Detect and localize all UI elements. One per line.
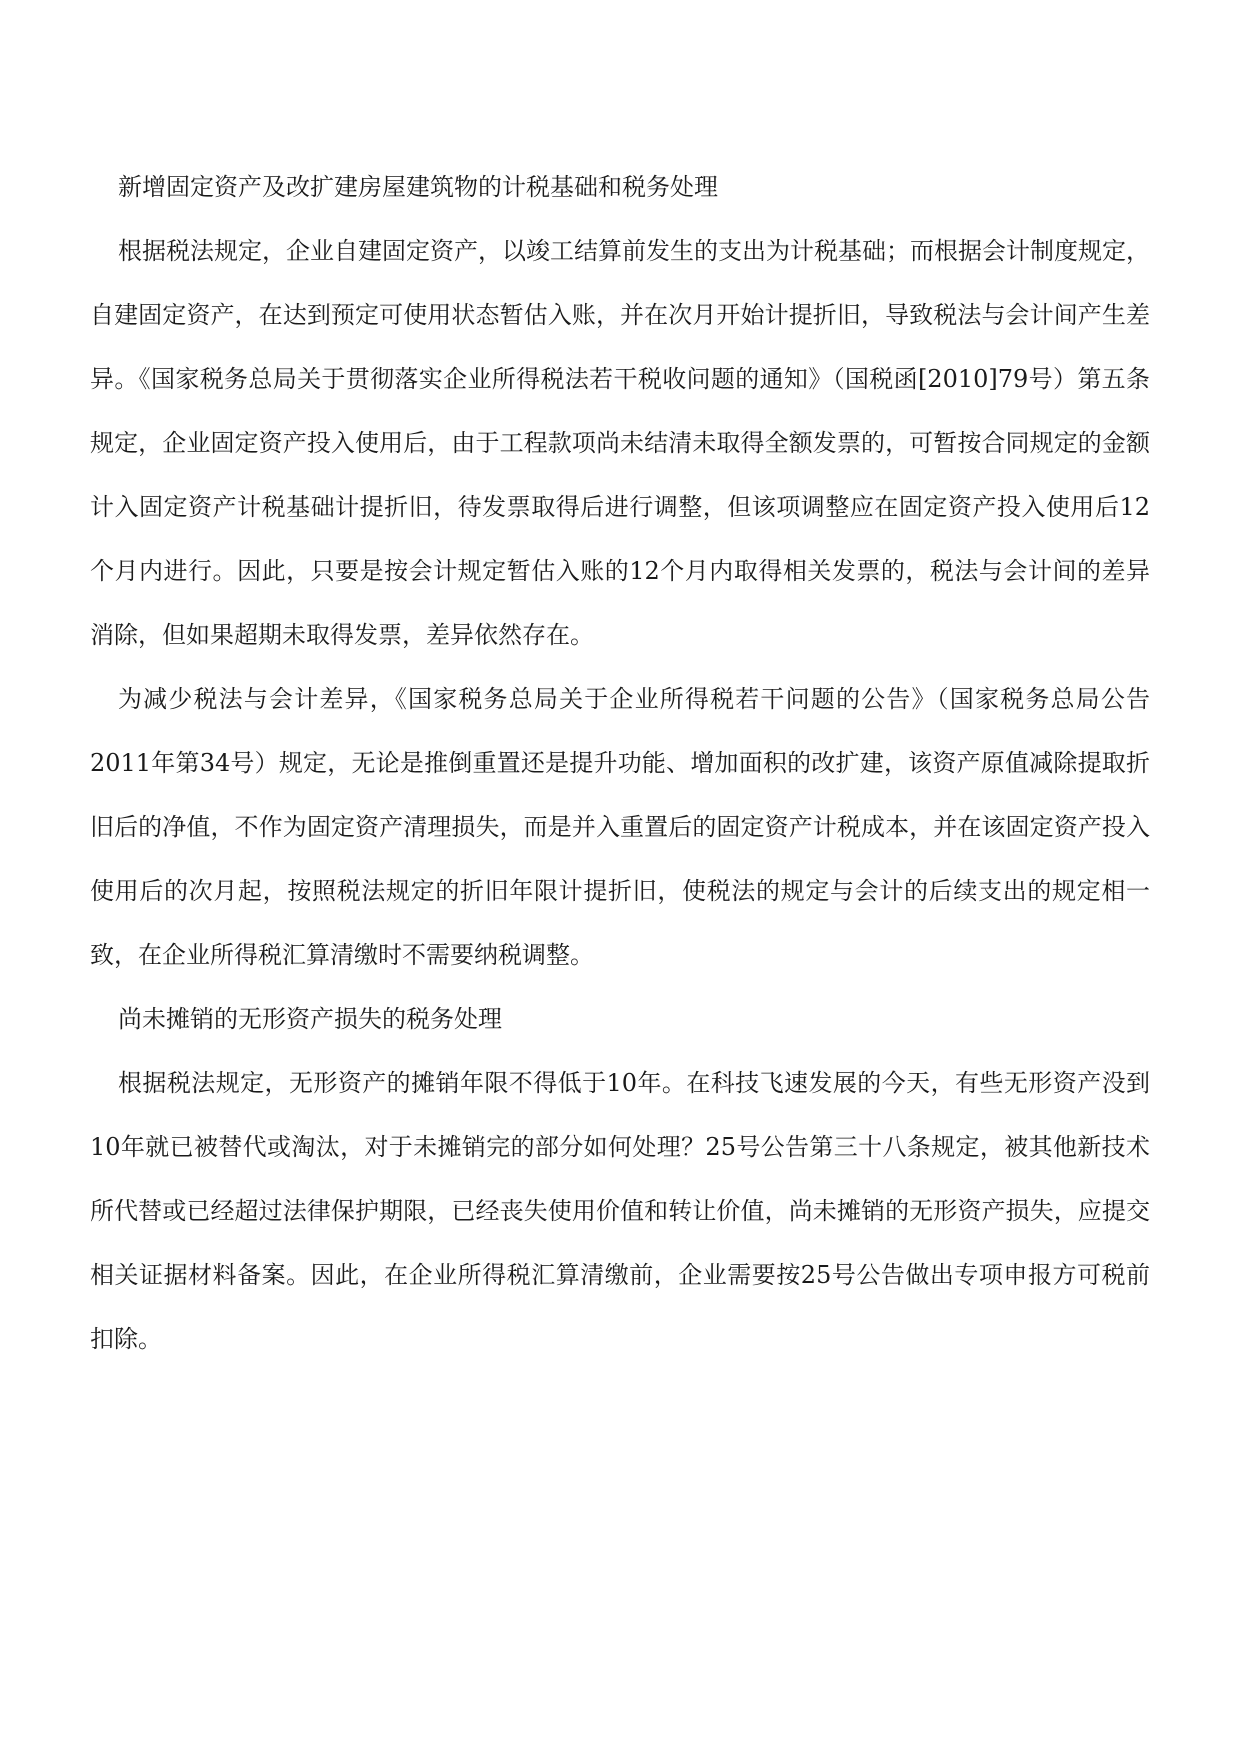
section-heading-intangible-assets: 尚未摊销的无形资产损失的税务处理 — [118, 1005, 502, 1033]
paragraph-self-built-assets: 根据税法规定，企业自建固定资产，以竣工结算前发生的支出为计税基础；而根据会计制度规定，自建固定资产，在达到预定可使用状态暂估入账，并在次月开始计提折旧，导致税法与会计间产生差异。《国家税务总局关于贯彻落实企业所得税法若干税收问题的通知》（国税函[2010]79号）第五条规定，企业固定资产投入使用后，由于工程款项尚未结清未取得全额发票的，可暂按合同规定的金额计入固定资产计税基础计提折旧，待发票取得后进行调整，但该项调整应在固定资产投入使用后12个月内进行。因此，只要是按会计规定暂估入账的12个月内取得相关发票的，税法与会计间的差异消除，但如果超期未取得发票，差异依然存在。 — [90, 237, 1150, 649]
document-body — [90, 155, 1150, 1371]
paragraph-intangible-amortization: 根据税法规定，无形资产的摊销年限不得低于10年。在科技飞速发展的今天，有些无形资产没到10年就已被替代或淘汰，对于未摊销完的部分如何处理？25号公告第三十八条规定，被其他新技术所代替或已经超过法律保护期限，已经丧失使用价值和转让价值，尚未摊销的无形资产损失，应提交相关证据材料备案。因此，在企业所得税汇算清缴前，企业需要按25号公告做出专项申报方可税前扣除。 — [90, 1069, 1150, 1353]
section-heading-fixed-assets: 新增固定资产及改扩建房屋建筑物的计税基础和税务处理 — [118, 173, 718, 201]
paragraph-renovation-rules: 为减少税法与会计差异，《国家税务总局关于企业所得税若干问题的公告》（国家税务总局公告2011年第34号）规定，无论是推倒重置还是提升功能、增加面积的改扩建，该资产原值减除提取折旧后的净值，不作为固定资产清理损失，而是并入重置后的固定资产计税成本，并在该固定资产投入使用后的次月起，按照税法规定的折旧年限计提折旧，使税法的规定与会计的后续支出的规定相一致，在企业所得税汇算清缴时不需要纳税调整。 — [90, 685, 1150, 969]
